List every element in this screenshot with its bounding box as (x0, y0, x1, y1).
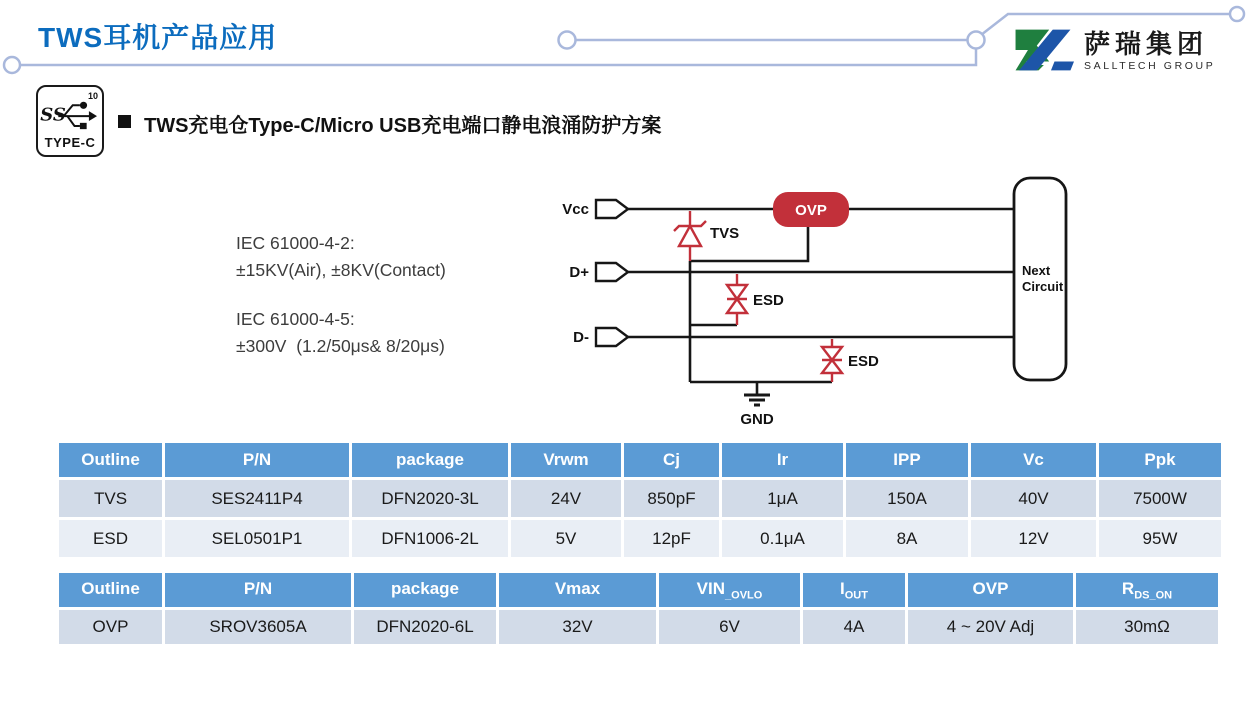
cell: SEL0501P1 (164, 519, 351, 559)
dplus-label: D+ (569, 264, 589, 281)
cell: DFN1006-2L (351, 519, 510, 559)
trace-node (559, 32, 576, 49)
column-header: package (351, 442, 510, 479)
dplus-connector-icon (596, 263, 628, 281)
column-header: package (353, 572, 498, 609)
cell: 4A (802, 609, 907, 646)
usb-superspeed-icon (39, 90, 101, 135)
dminus-connector-icon (596, 328, 628, 346)
trace-node (4, 57, 20, 73)
cell: 12V (970, 519, 1098, 559)
ovp-table-header-row (58, 572, 1220, 609)
section-heading (118, 109, 661, 138)
cell: SES2411P4 (164, 479, 351, 519)
cell: DFN2020-6L (353, 609, 498, 646)
next-circuit-label-line2: Circuit (1022, 279, 1064, 294)
trace-node (1230, 7, 1244, 21)
column-header: Cj (623, 442, 721, 479)
column-header: Outline (58, 442, 164, 479)
company-name-en: SALLTECH GROUP (1084, 59, 1216, 72)
table-row-esd (58, 519, 1223, 559)
bullet-square-icon (118, 115, 131, 128)
protection-circuit-diagram (550, 168, 1110, 438)
company-logo (1012, 24, 1215, 76)
table-row-tvs (58, 479, 1223, 519)
cell: ESD (58, 519, 164, 559)
iec-esd-value: ±15KV(Air), ±8KV(Contact) (236, 260, 446, 280)
logo-mark-icon (1012, 24, 1074, 76)
column-header: Vmax (498, 572, 658, 609)
column-header: $VIN_{\_OVLO}$ (658, 572, 802, 609)
esd-dplus-label: ESD (753, 292, 784, 309)
esd-dminus-label: ESD (848, 353, 879, 370)
cell: OVP (58, 609, 164, 646)
column-header: Ppk (1098, 442, 1223, 479)
cell: DFN2020-3L (351, 479, 510, 519)
cell: SROV3605A (164, 609, 353, 646)
cell: 12pF (623, 519, 721, 559)
ss-label: SS (40, 104, 66, 126)
table-row-ovp (58, 609, 1220, 646)
cell: 150A (845, 479, 970, 519)
column-header: Ir (721, 442, 845, 479)
protection-table (56, 440, 1224, 560)
column-header: Outline (58, 572, 164, 609)
tvs-label: TVS (710, 225, 740, 242)
cell: 95W (1098, 519, 1223, 559)
cell: 30mΩ (1075, 609, 1220, 646)
column-header: P/N (164, 442, 351, 479)
typec-label: TYPE-C (44, 135, 96, 150)
vcc-connector-icon (596, 200, 628, 218)
cell: 5V (510, 519, 623, 559)
cell: 7500W (1098, 479, 1223, 519)
tvs-diode-symbol (674, 211, 706, 261)
column-header: Vrwm (510, 442, 623, 479)
page-title: TWS耳机产品应用 (38, 22, 278, 53)
vcc-label: Vcc (562, 201, 589, 218)
column-header: OVP (907, 572, 1075, 609)
gnd-symbol-icon (744, 382, 770, 405)
cell: 24V (510, 479, 623, 519)
pin-count-label: 10 (88, 91, 99, 101)
usb-typec-badge (36, 85, 104, 157)
column-header: Vc (970, 442, 1098, 479)
iec-surge-value: ±300V (1.2/50μs& 8/20μs) (236, 336, 445, 356)
standards-block (236, 230, 446, 360)
protection-table-header-row (58, 442, 1223, 479)
cell: 0.1μA (721, 519, 845, 559)
ovp-table (56, 570, 1221, 647)
column-header: IPP (845, 442, 970, 479)
iec-esd-title: IEC 61000-4-2: (236, 233, 355, 253)
cell: 40V (970, 479, 1098, 519)
cell: 850pF (623, 479, 721, 519)
trace-node (968, 32, 985, 49)
column-header: $I_{OUT}$ (802, 572, 907, 609)
gnd-label: GND (740, 411, 774, 428)
section-heading-text: TWS充电仓Type-C/Micro USB充电端口静电浪涌防护方案 (144, 115, 662, 137)
cell: 8A (845, 519, 970, 559)
column-header: P/N (164, 572, 353, 609)
ovp-label: OVP (795, 202, 827, 219)
cell: 32V (498, 609, 658, 646)
esd-diode-dplus-symbol (727, 274, 747, 325)
dminus-label: D- (573, 329, 589, 346)
cell: TVS (58, 479, 164, 519)
cell: 6V (658, 609, 802, 646)
column-header: $R_{DS\_ON}$ (1075, 572, 1220, 609)
next-circuit-label-line1: Next (1022, 263, 1051, 278)
company-name-cn: 萨瑞集团 (1084, 28, 1209, 59)
esd-diode-dminus-symbol (822, 339, 842, 382)
cell: 4 ~ 20V Adj (907, 609, 1075, 646)
iec-surge-title: IEC 61000-4-5: (236, 309, 355, 329)
cell: 1μA (721, 479, 845, 519)
